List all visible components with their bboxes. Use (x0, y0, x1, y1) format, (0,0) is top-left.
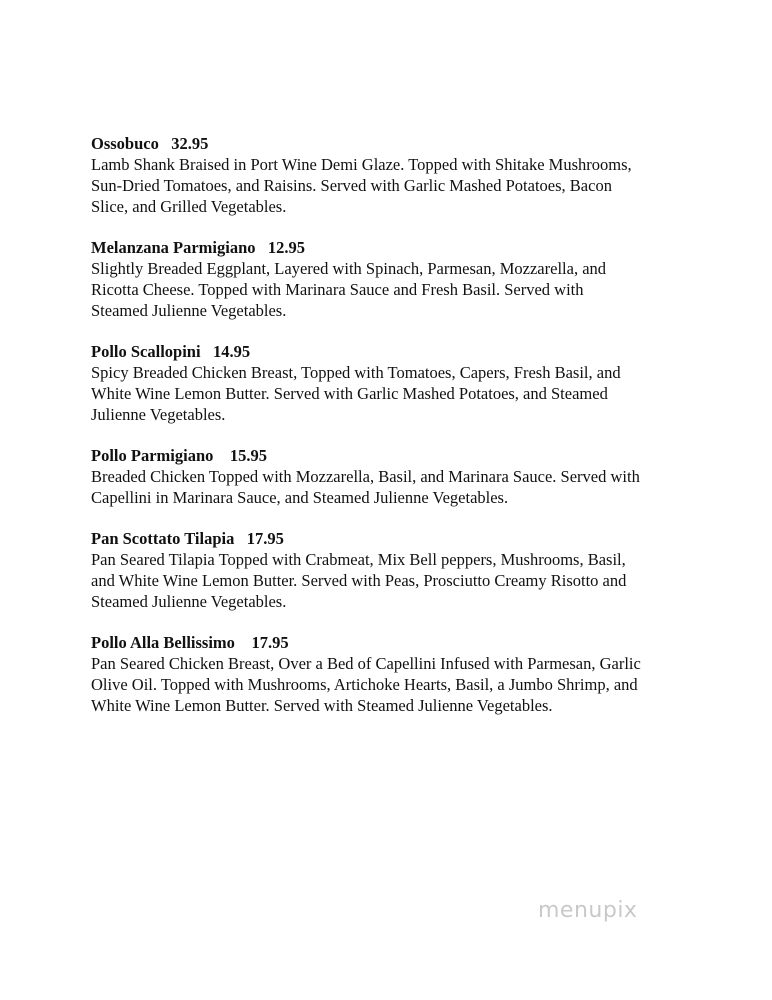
dish-description (91, 258, 731, 321)
dish-description (91, 653, 731, 716)
dish-price: 17.95 (246, 529, 284, 548)
description-line: Lamb Shank Braised in Port Wine Demi Glaze. Topped with Shitake Mushrooms, (91, 155, 632, 174)
dish-price: 12.95 (267, 238, 306, 257)
heading-spacer (235, 633, 252, 652)
menu-item-heading (91, 341, 731, 362)
description-line: Capellini in Marinara Sauce, and Steamed Julienne Vegetables. (91, 488, 509, 507)
description-line: Pan Seared Chicken Breast, Over a Bed of Capellini Infused with Parmesan, Garlic (91, 654, 641, 673)
dish-price: 14.95 (212, 342, 251, 361)
description-line: Steamed Julienne Vegetables. (91, 592, 287, 611)
menu-item (91, 237, 731, 321)
description-line: Sun-Dried Tomatoes, and Raisins. Served with Garlic Mashed Potatoes, Bacon (91, 176, 612, 195)
description-line: and White Wine Lemon Butter. Served with Peas, Prosciutto Creamy Risotto and (91, 571, 627, 590)
description-line: Spicy Breaded Chicken Breast, Topped with Tomatoes, Capers, Fresh Basil, and (91, 363, 621, 382)
menu-list (91, 133, 731, 736)
description-line: White Wine Lemon Butter. Served with Garlic Mashed Potatoes, and Steamed (91, 384, 608, 403)
description-line: Steamed Julienne Vegetables. (91, 301, 287, 320)
menu-item (91, 528, 731, 612)
menu-item-heading (91, 133, 731, 154)
description-line: Pan Seared Tilapia Topped with Crabmeat, Mix Bell peppers, Mushrooms, Basil, (91, 550, 626, 569)
dish-description (91, 466, 731, 508)
dish-description (91, 549, 731, 612)
menu-item (91, 133, 731, 217)
dish-name: Ossobuco (91, 134, 159, 153)
dish-price: 17.95 (251, 633, 289, 652)
description-line: White Wine Lemon Butter. Served with Steamed Julienne Vegetables. (91, 696, 553, 715)
menu-item (91, 632, 731, 716)
description-line: Breaded Chicken Topped with Mozzarella, Basil, and Marinara Sauce. Served with (91, 467, 640, 486)
dish-name: Pollo Alla Bellissimo (91, 633, 235, 652)
dish-name: Pollo Scallopini (91, 342, 201, 361)
heading-spacer (256, 238, 268, 257)
description-line: Ricotta Cheese. Topped with Marinara Sauce and Fresh Basil. Served with (91, 280, 584, 299)
menu-item-heading (91, 632, 731, 653)
description-line: Slice, and Grilled Vegetables. (91, 197, 287, 216)
heading-spacer (213, 446, 230, 465)
menu-item-heading (91, 528, 731, 549)
dish-description (91, 154, 731, 217)
description-line: Julienne Vegetables. (91, 405, 226, 424)
heading-spacer (159, 134, 171, 153)
menu-item (91, 445, 731, 508)
dish-name: Pollo Parmigiano (91, 446, 214, 465)
dish-price: 32.95 (171, 134, 209, 153)
menu-item (91, 341, 731, 425)
dish-name: Melanzana Parmigiano (91, 238, 256, 257)
dish-name: Pan Scottato Tilapia (91, 529, 235, 548)
dish-price: 15.95 (229, 446, 267, 465)
description-line: Slightly Breaded Eggplant, Layered with Spinach, Parmesan, Mozzarella, and (91, 259, 607, 278)
dish-description (91, 362, 731, 425)
heading-spacer (201, 342, 213, 361)
menu-item-heading (91, 237, 731, 258)
description-line: Olive Oil. Topped with Mushrooms, Artichoke Hearts, Basil, a Jumbo Shrimp, and (91, 675, 638, 694)
heading-spacer (234, 529, 246, 548)
menupix-watermark: menupix (538, 898, 638, 923)
menu-item-heading (91, 445, 731, 466)
